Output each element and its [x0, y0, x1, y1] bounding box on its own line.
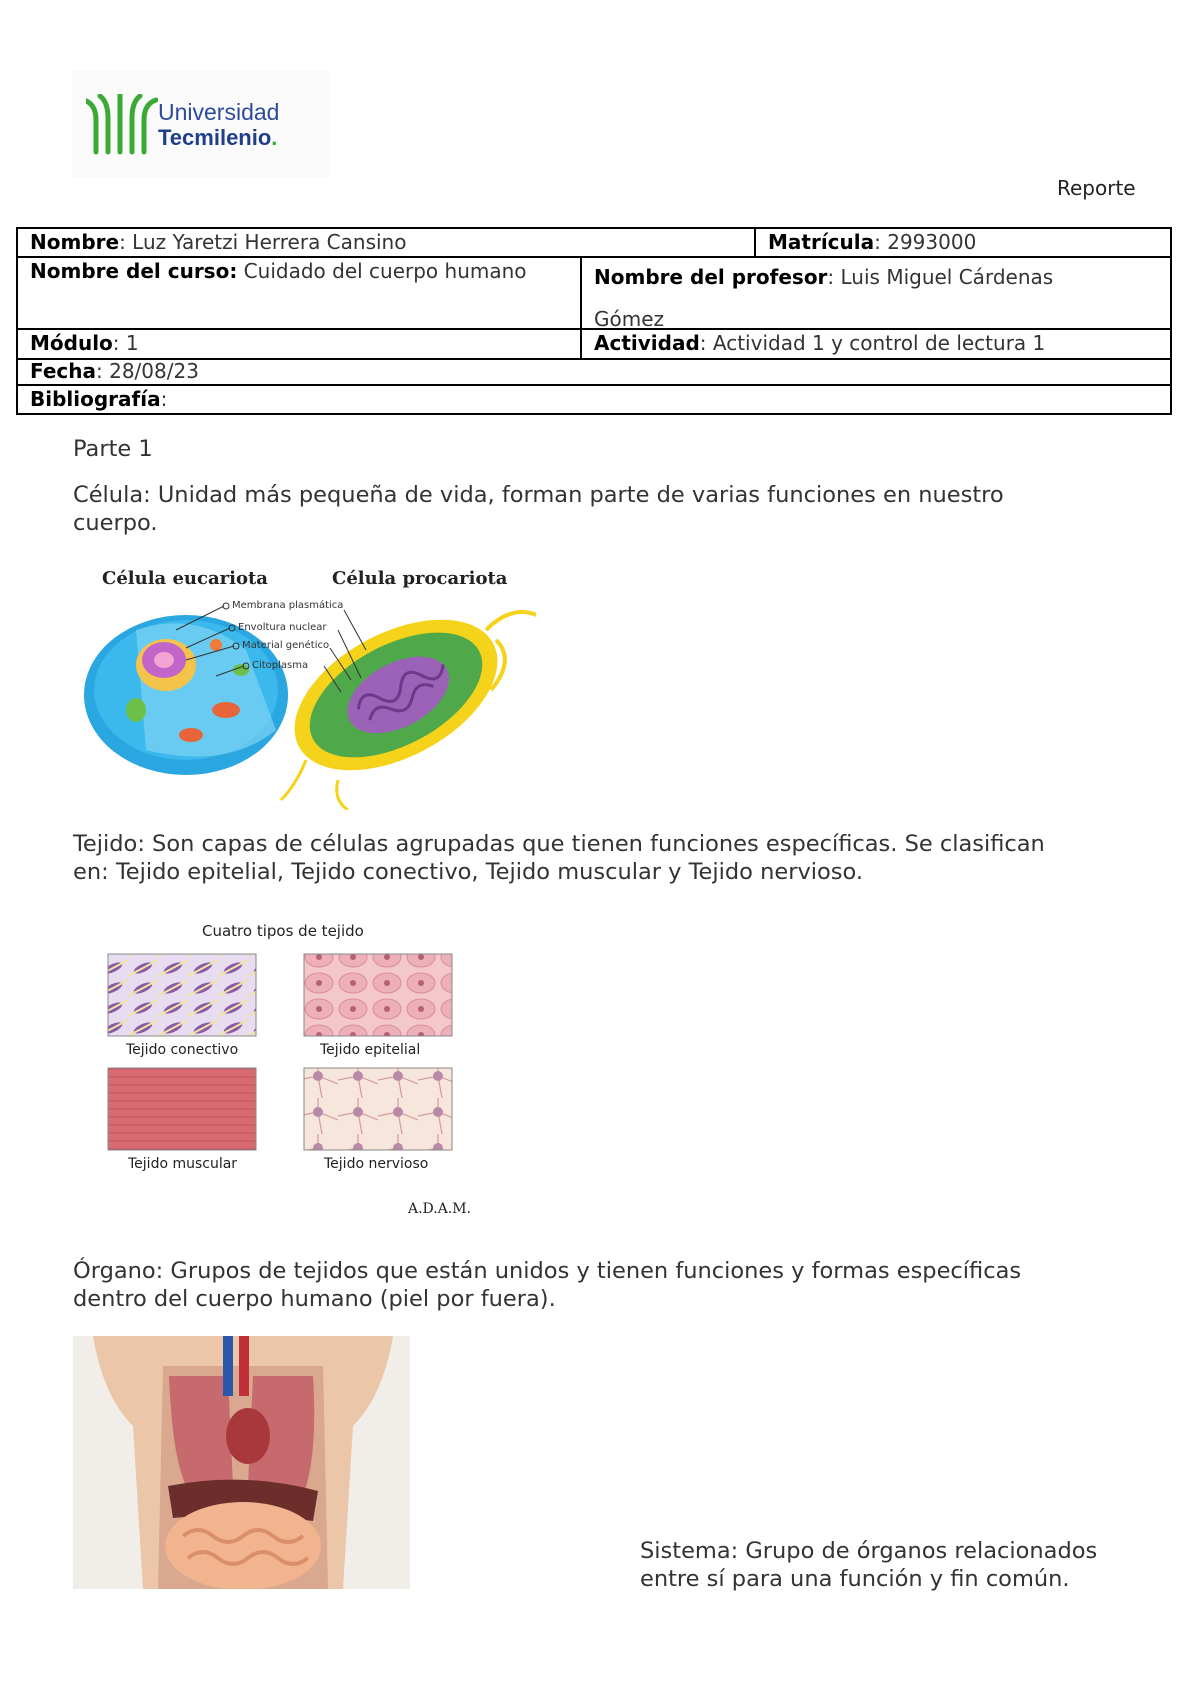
field-profesor: Nombre del profesor: Luis Miguel Cárdenas Gómez: [594, 265, 1054, 331]
tissue-illustration: [98, 918, 508, 1218]
paragraph-celula: Célula: Unidad más pequeña de vida, forman parte de varias funciones en nuestro cuerpo.: [73, 482, 1004, 536]
logo-text-tecmilenio: Tecmilenio.: [158, 125, 278, 150]
field-bibliografia: Bibliografía:: [30, 387, 168, 411]
field-fecha: Fecha: 28/08/23: [30, 359, 199, 383]
field-nombre: Nombre: Luz Yaretzi Herrera Cansino: [30, 230, 407, 254]
field-actividad: Actividad: Actividad 1 y control de lectura 1: [594, 331, 1046, 355]
adam-credit-logo: A.D.A.M.: [408, 1201, 472, 1217]
figure-title-eukaryote: Célula eucariota: [102, 568, 268, 589]
cell-types-figure: [76, 560, 536, 810]
field-modulo: Módulo: 1: [30, 331, 139, 355]
logo-text-universidad: Universidad: [158, 99, 280, 125]
organs-photo: [73, 1336, 410, 1589]
university-logo: [72, 70, 330, 178]
tecmilenio-leaf-icon: [86, 94, 158, 156]
label-citoplasma: Citoplasma: [252, 660, 309, 671]
cell-illustration: [76, 560, 536, 810]
label-tejido-epitelial: Tejido epitelial: [320, 1042, 421, 1058]
label-membrana: Membrana plasmática: [232, 600, 344, 611]
tissue-types-figure: [98, 918, 508, 1218]
paragraph-organo: Órgano: Grupos de tejidos que están unidos y tienen funciones y formas específicas dentro del cuerpo humano (piel por fuera).: [73, 1258, 1022, 1312]
tissue-figure-title: Cuatro tipos de tejido: [202, 922, 364, 940]
document-type-label: Reporte: [1057, 176, 1136, 200]
paragraph-sistema: Sistema: Grupo de órganos relacionados entre sí para una función y fin común.: [640, 1538, 1098, 1592]
paragraph-tejido: Tejido: Son capas de células agrupadas que tienen funciones específicas. Se clasifican en: Tejido epitelial, Tejido conectivo, Tejido muscular y Tejido nervioso.: [73, 831, 1045, 885]
label-tejido-conectivo: Tejido conectivo: [126, 1042, 239, 1058]
label-tejido-muscular: Tejido muscular: [128, 1156, 238, 1172]
section-heading: Parte 1: [73, 436, 153, 462]
field-matricula: Matrícula: 2993000: [768, 230, 977, 254]
field-curso: Nombre del curso: Cuidado del cuerpo humano: [30, 259, 527, 283]
info-table: [16, 227, 1172, 415]
torso-model-illustration: [73, 1336, 410, 1589]
label-material-genetico: Material genético: [242, 640, 330, 651]
label-tejido-nervioso: Tejido nervioso: [324, 1156, 429, 1172]
label-envoltura: Envoltura nuclear: [238, 622, 327, 633]
figure-title-prokaryote: Célula procariota: [332, 568, 508, 589]
